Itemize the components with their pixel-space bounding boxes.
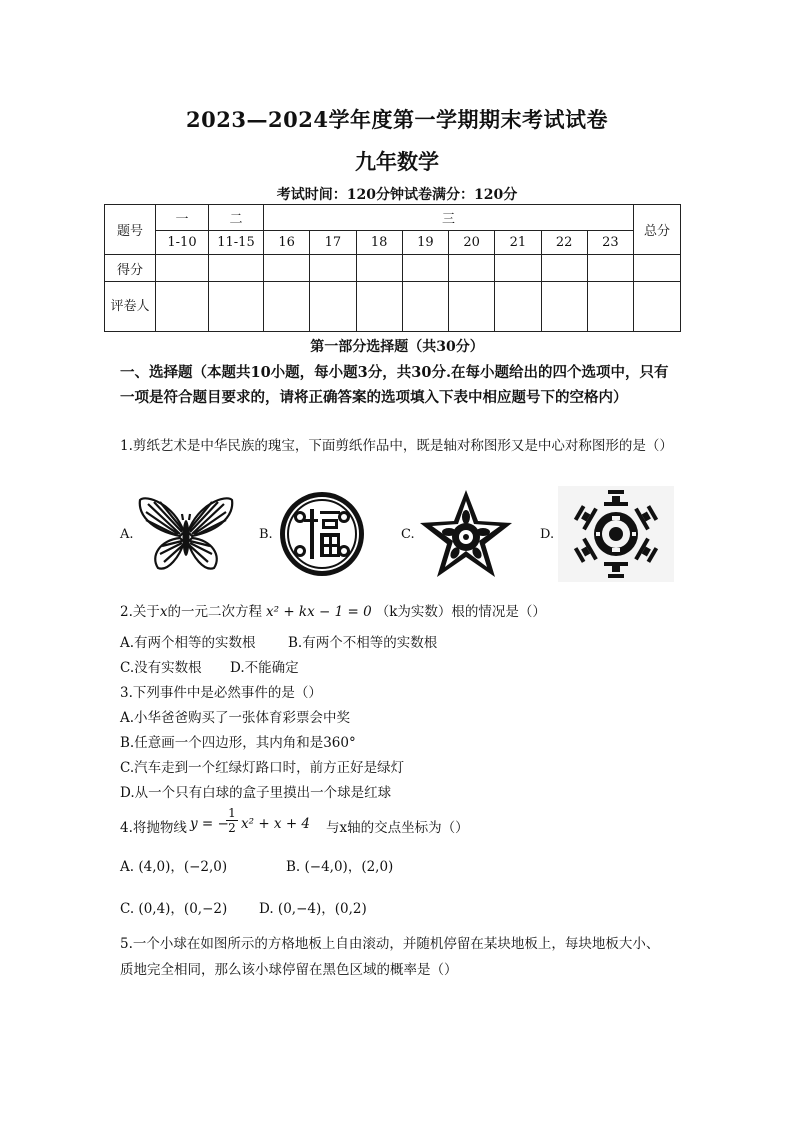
q4-option-a: A. (4,0)，(−2,0) (120, 859, 228, 875)
star-papercut-image (416, 487, 516, 581)
q3-option-a: A.小华爸爸购买了一张体育彩票会中奖 (120, 710, 351, 726)
range-cell: 11-15 (209, 231, 264, 255)
q4-equation-head: y = − (190, 816, 229, 832)
q2-option-c: C.没有实数根 (120, 660, 202, 676)
label-total: 总分 (634, 205, 681, 255)
q4-option-d: D. (0,−4)，(0,2) (259, 901, 367, 917)
q1-option-b: B. (259, 527, 273, 542)
range-cell: 23 (587, 231, 633, 255)
score-table (104, 204, 681, 332)
q1-option-a: A. (120, 527, 134, 542)
label-question-no: 题号 (105, 205, 156, 255)
q5-stem-line1: 5.一个小球在如图所示的方格地板上自由滚动，并随机停留在某块地板上，每块地板大小、 (120, 936, 660, 952)
exam-title: 2023—2024学年度第一学期期末考试试卷 (186, 107, 608, 132)
q4-stem (120, 806, 720, 842)
q2-option-b: B.有两个不相等的实数根 (288, 635, 438, 651)
q3-option-c: C.汽车走到一个红绿灯路口时，前方正好是绿灯 (120, 760, 405, 776)
q3-stem: 3.下列事件中是必然事件的是（） (120, 685, 322, 701)
q2-variable: x (159, 604, 168, 620)
q4-stem-post: 与x轴的交点坐标为（） (326, 820, 469, 836)
part1-heading: 第一部分选择题（共30分） (310, 339, 484, 355)
q2-option-d: D.不能确定 (230, 660, 299, 676)
q4-option-c: C. (0,4)，(0,−2) (120, 901, 228, 917)
label-grader: 评卷人 (105, 282, 156, 332)
range-cell: 17 (310, 231, 356, 255)
section-2: 二 (209, 205, 264, 231)
butterfly-papercut-image (136, 494, 236, 574)
q4-option-b: B. (−4,0)，(2,0) (286, 859, 394, 875)
snowflake-papercut-image (558, 486, 674, 582)
q2-option-a: A.有两个相等的实数根 (120, 635, 256, 651)
range-cell: 22 (541, 231, 587, 255)
q4-fraction (226, 806, 238, 835)
range-cell: 18 (356, 231, 402, 255)
q2-stem-post: （k为实数）根的情况是（） (375, 604, 546, 620)
q3-option-d: D.从一个只有白球的盒子里摸出一个球是红球 (120, 785, 392, 801)
q2-equation: x² + kx − 1 = 0 (266, 604, 372, 620)
exam-info: 考试时间：120分钟试卷满分：120分 (276, 187, 518, 203)
q2-stem-mid: 的一元二次方程 (167, 604, 263, 620)
q3-option-b: B.任意画一个四边形，其内角和是360° (120, 735, 356, 751)
q4-fraction-numerator: 1 (226, 806, 238, 821)
q5-stem-line2: 质地完全相同，那么该小球停留在黑色区域的概率是（） (120, 962, 458, 978)
range-cell: 19 (402, 231, 448, 255)
range-cell: 1-10 (156, 231, 209, 255)
q4-stem-pre: 4.将抛物线 (120, 820, 187, 836)
section-1: 一 (156, 205, 209, 231)
exam-subject: 九年数学 (355, 149, 439, 174)
q1-option-c: C. (401, 527, 415, 542)
part1-instructions: 一、选择题（本题共10小题，每小题3分，共30分.在每小题给出的四个选项中，只有一项是符合题目要求的，请将正确答案的选项填入下表中相应题号下的空格内） (120, 364, 669, 406)
q1-option-d: D. (540, 527, 555, 542)
q2-stem-pre: 2.关于 (120, 604, 160, 620)
q2-stem (120, 600, 720, 620)
range-cell: 21 (495, 231, 541, 255)
range-cell: 16 (264, 231, 310, 255)
q1-stem: 1.剪纸艺术是中华民族的瑰宝，下面剪纸作品中，既是轴对称图形又是中心对称图形的是（） (120, 438, 673, 454)
q4-fraction-denominator: 2 (228, 821, 236, 835)
range-cell: 20 (449, 231, 495, 255)
fu-character-papercut-image (274, 489, 370, 579)
section-3: 三 (264, 205, 634, 231)
label-score: 得分 (105, 255, 156, 282)
q4-equation-tail: x² + x + 4 (241, 816, 311, 832)
